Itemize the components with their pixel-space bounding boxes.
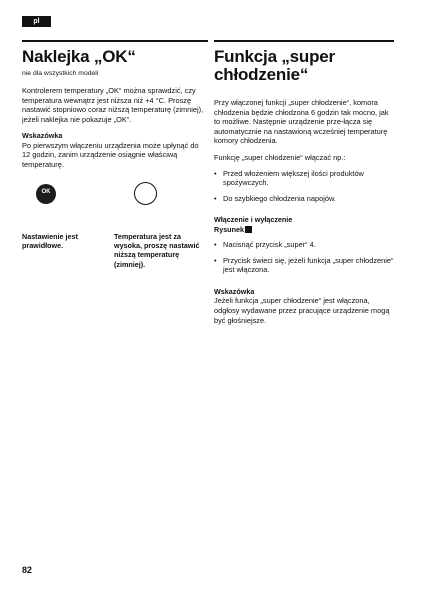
caption-ok: Nastawienie jest prawidłowe. [22, 231, 78, 250]
list-item: • Przycisk świeci się, jeżeli funkcja „super chłodzenie“ jest włączona. [214, 256, 394, 275]
onoff-title [214, 215, 394, 234]
section-rule [22, 40, 208, 42]
model-note: nie dla wszystkich modeli [22, 70, 99, 77]
ok-paragraph: Kontrolerem temperatury „OK“ można sprawdzić, czy temperatura wewnątrz jest niższa niż +4 °C. Proszę nastawić stopniowo coraz niższą temperaturę (zimniej), jeżeli naklejka nie pokazuje „OK“. [22, 86, 204, 124]
hint-title: Wskazówka [214, 286, 255, 296]
onoff-steps-list [214, 240, 394, 275]
list-item: • Do szybkiego chłodzenia napojów. [214, 194, 394, 204]
language-tab: pl [22, 16, 51, 27]
onoff-title-text: Włączenie i wyłączenie [214, 215, 293, 225]
super-cooling-paragraph: Przy włączonej funkcji „super chłodzenie“, komora chłodzenia będzie chłodzona 6 godzin tak mocno, jak to możliwe. Następnie urządzenie prze-łącza się automatycznie na nastawioną wcześniej temperaturę komory chłodzenia. [214, 98, 389, 146]
hint-title: Wskazówka [22, 131, 63, 141]
figure-ref: Rysunek [214, 224, 244, 234]
section-title: Naklejka „OK“ [22, 47, 136, 66]
section-title: Funkcja „super chłodzenie“ [214, 47, 335, 84]
figure-marker-icon [245, 226, 252, 233]
list-item: • Nacisnąć przycisk „super“ 4. [214, 240, 394, 250]
blank-indicator-icon [134, 182, 157, 205]
indicator-captions [22, 232, 208, 292]
use-cases-intro: Funkcję „super chłodzenie“ włączać np.: [214, 152, 346, 162]
ok-indicator-symbol: OK [41, 188, 51, 195]
section-rule [214, 40, 394, 42]
hint-text: Jeżeli funkcja „super chłodzenie“ jest włączona, odgłosy wydawane przez pracujące urządzenie mogą być głośniejsze. [214, 296, 390, 325]
page-number: 82 [22, 565, 33, 575]
use-cases-list [214, 169, 394, 204]
indicator-icons [22, 184, 208, 232]
hint-text: Po pierwszym włączeniu urządzenia może upłynąć do 12 godzin, zanim urządzenie osiągnie właściwą temperaturę. [22, 140, 199, 169]
super-cooling-section [214, 40, 394, 325]
ok-sticker-section [22, 40, 208, 292]
list-item: • Przed włożeniem większej ilości produktów spożywczych. [214, 169, 394, 188]
ok-indicator-icon [36, 184, 56, 204]
caption-too-warm: Temperatura jest za wysoka, proszę nastawić niższą temperaturę (zimniej). [114, 231, 200, 269]
